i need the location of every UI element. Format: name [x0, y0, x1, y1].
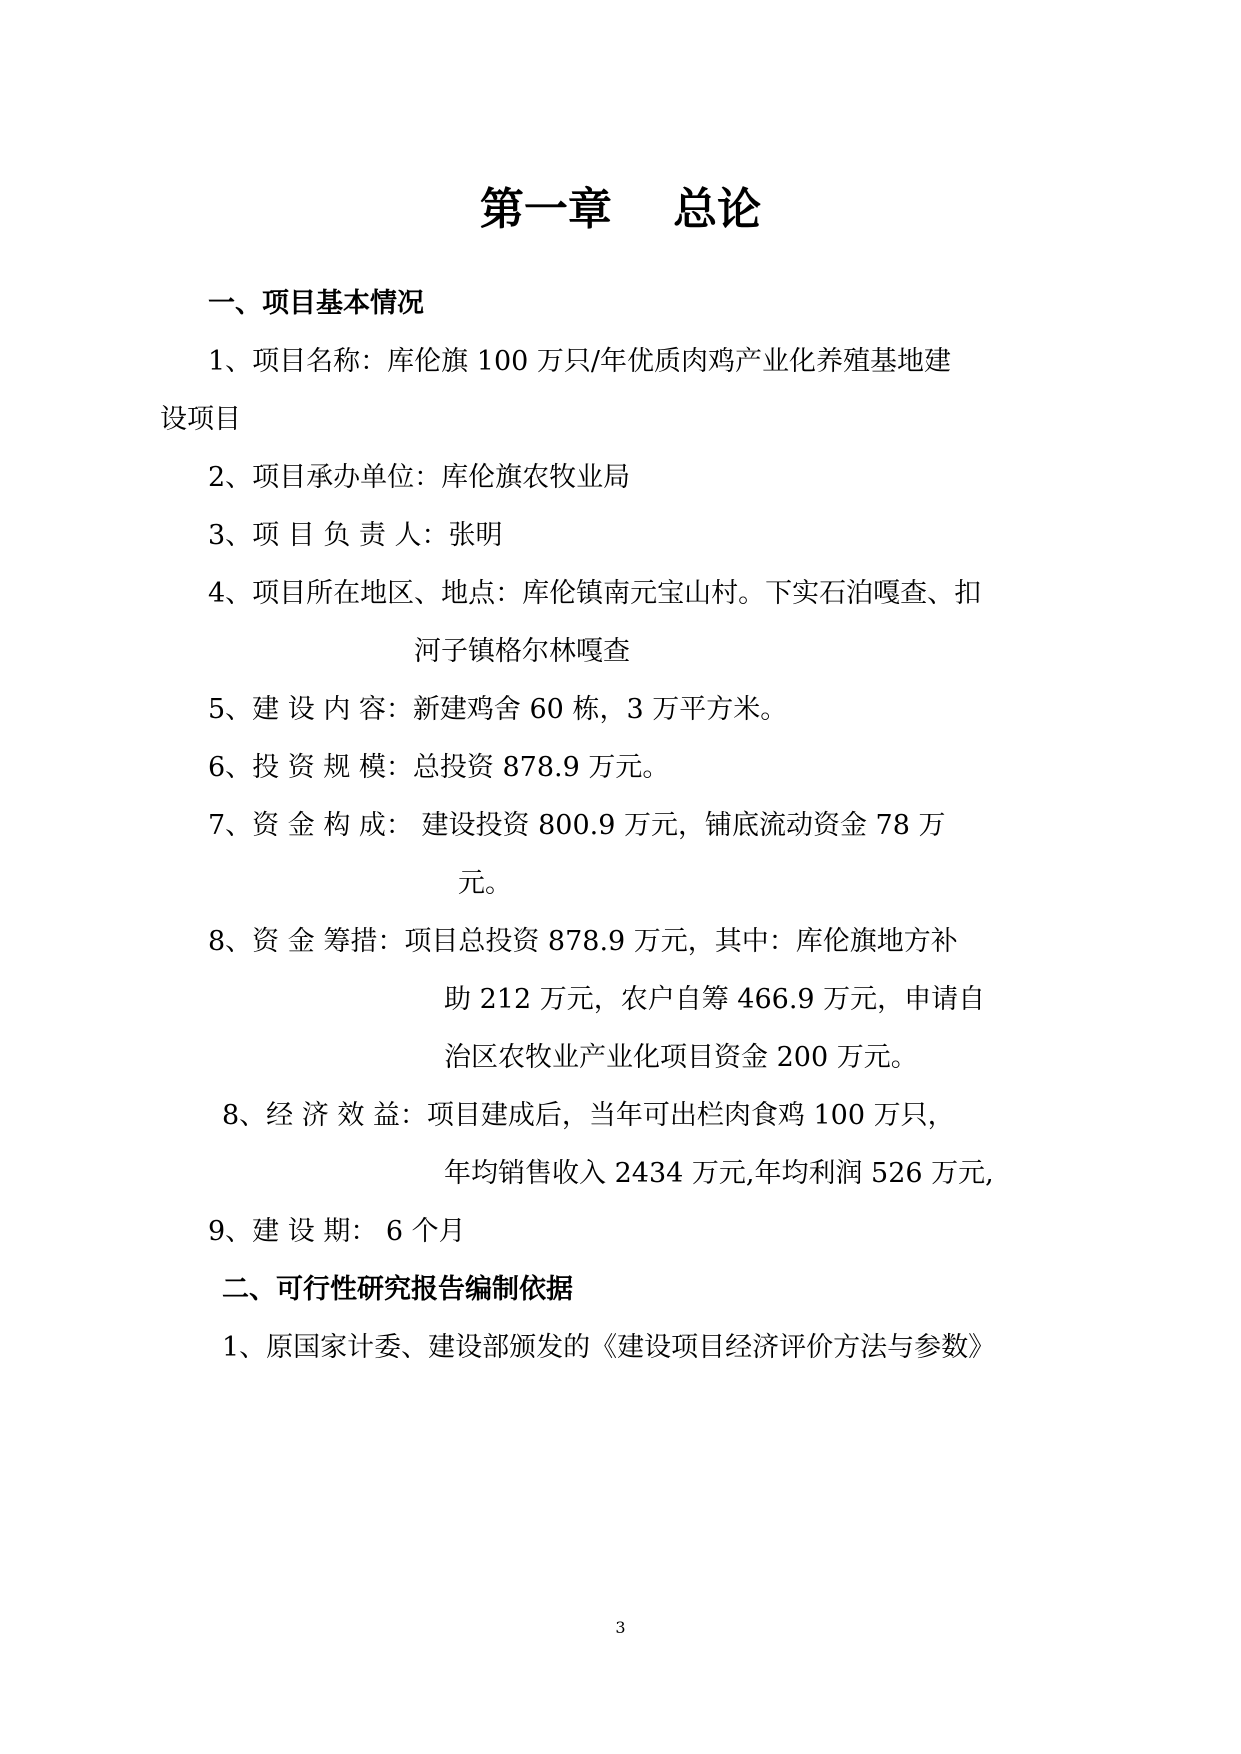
item-organizer: 2、项目承办单位：库伦旗农牧业局: [208, 462, 631, 493]
item-construction-content: 5、建 设 内 容：新建鸡舍 60 栋，3 万平方米。: [208, 694, 788, 725]
item-person-in-charge: 3、项 目 负 责 人：张明: [208, 520, 503, 551]
section-heading-basis: 二、可行性研究报告编制依据: [222, 1274, 573, 1305]
item-fund-structure-cont: 元。: [458, 868, 512, 899]
item-project-name: 1、项目名称：库伦旗 100 万只/年优质肉鸡产业化养殖基地建: [208, 346, 951, 377]
item-fund-raising-cont-2: 治区农牧业产业化项目资金 200 万元。: [444, 1042, 918, 1073]
item-fund-raising: 8、资 金 筹措：项目总投资 878.9 万元，其中：库伦旗地方补: [208, 926, 958, 957]
item-project-name-cont: 设项目: [160, 404, 241, 435]
item-fund-structure: 7、资 金 构 成： 建设投资 800.9 万元，铺底流动资金 78 万: [208, 810, 946, 841]
section-heading-basic-info: 一、项目基本情况: [208, 288, 424, 319]
item-economic-benefit-cont: 年均销售收入 2434 万元,年均利润 526 万元,: [444, 1158, 994, 1189]
item-fund-raising-cont-1: 助 212 万元，农户自筹 466.9 万元，申请自: [444, 984, 986, 1015]
item-location-cont: 河子镇格尔林嘎查: [414, 636, 630, 667]
page-number: 3: [615, 1618, 626, 1637]
item-investment-scale: 6、投 资 规 模：总投资 878.9 万元。: [208, 752, 670, 783]
item-construction-period: 9、建 设 期： 6 个月: [208, 1216, 466, 1247]
item-economic-benefit: 8、经 济 效 益：项目建成后，当年可出栏肉食鸡 100 万只，: [222, 1100, 955, 1131]
item-basis-1: 1、原国家计委、建设部颁发的《建设项目经济评价方法与参数》: [222, 1332, 996, 1363]
item-location: 4、项目所在地区、地点：库伦镇南元宝山村。下实石泊嘎查、扣: [208, 578, 982, 609]
chapter-title: 第一章 总论: [479, 184, 762, 235]
